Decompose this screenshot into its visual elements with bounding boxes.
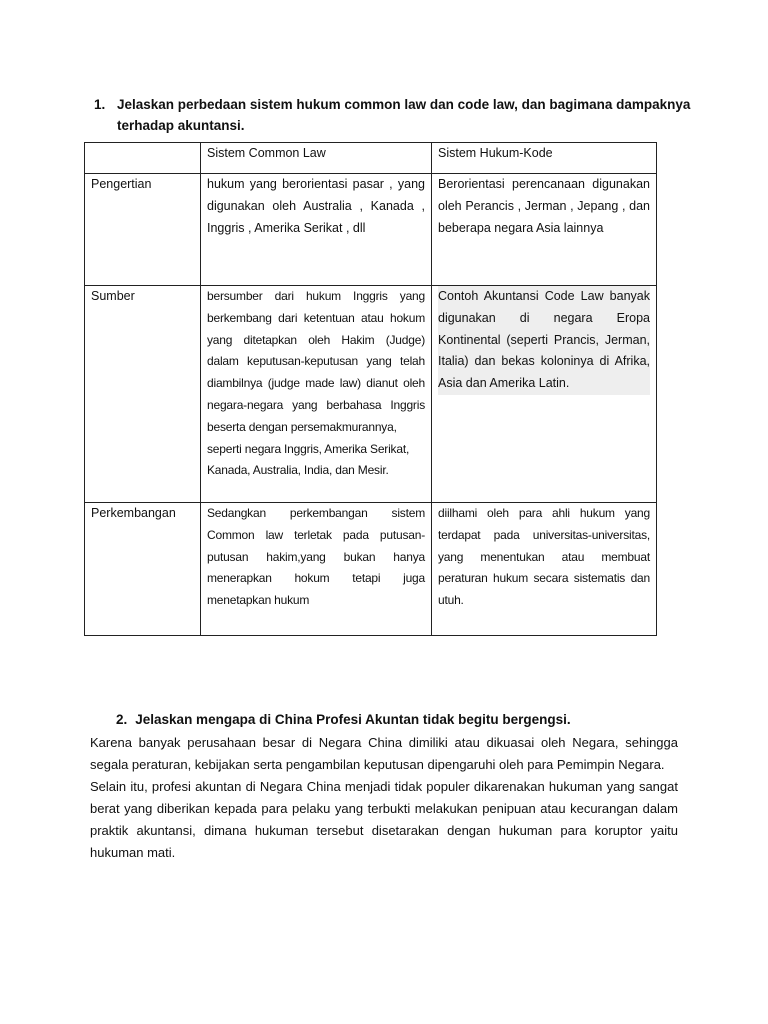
answer-2-paragraph-1: Karena banyak perusahaan besar di Negara China dimiliki atau dikuasai oleh Negara, sehingga segala peraturan, kebijakan serta pengambilan keputusan dipengaruhi oleh para Pemimpin Negara.	[90, 735, 678, 772]
question-1-number: 1.	[94, 97, 106, 112]
question-2-number: 2.	[116, 712, 128, 727]
question-2	[116, 710, 571, 730]
answer-2	[90, 732, 678, 864]
header-cell-common-law: Sistem Common Law	[201, 143, 432, 174]
comparison-table	[84, 142, 657, 636]
sumber-common-law: bersumber dari hukum Inggris yang berkembang dari ketentuan atau hokum yang ditetapkan oleh Hakim (Judge) dalam keputusan-keputusan yang telah diambilnya (judge made law) dianut oleh negara-negara yang berbahasa Inggris beserta dengan persemakmurannya,	[207, 289, 425, 434]
table-row	[85, 286, 657, 503]
perkembangan-common-law: Sedangkan perkembangan sistem Common law terletak pada putusan-putusan hakim,yang bukan hanya menerapkan hokum tetapi juga menetapkan hukum	[201, 503, 432, 636]
sumber-common-law-examples: seperti negara Inggris, Amerika Serikat, Kanada, Australia, India, dan Mesir.	[207, 441, 410, 478]
sumber-code-law: Contoh Akuntansi Code Law banyak digunakan di negara Eropa Kontinental (seperti Prancis, Jerman, Italia) dan bekas koloninya di Afrika, Asia dan Amerika Latin.	[438, 286, 650, 395]
row-label-pengertian: Pengertian	[85, 174, 201, 286]
header-cell-code-law: Sistem Hukum-Kode	[432, 143, 657, 174]
row-label-perkembangan: Perkembangan	[85, 503, 201, 636]
table-header-row	[85, 143, 657, 174]
perkembangan-code-law: diilhami oleh para ahli hukum yang terdapat pada universitas-universitas, yang menentukan atau membuat peraturan hukum secara sistematis dan utuh.	[432, 503, 657, 636]
pengertian-common-law: hukum yang berorientasi pasar , yang digunakan oleh Australia , Kanada , Inggris , Amerika Serikat , dll	[201, 174, 432, 286]
table-row	[85, 503, 657, 636]
sumber-common-law-cell	[201, 286, 432, 503]
question-1	[94, 94, 694, 136]
table-row	[85, 174, 657, 286]
header-cell-empty	[85, 143, 201, 174]
sumber-code-law-cell	[432, 286, 657, 503]
row-label-sumber: Sumber	[85, 286, 201, 503]
question-1-text: Jelaskan perbedaan sistem hukum common law dan code law, dan bagimana dampaknya terhadap akuntansi.	[117, 97, 691, 133]
answer-2-paragraph-2: Selain itu, profesi akuntan di Negara China menjadi tidak populer dikarenakan hukuman yang sangat berat yang diberikan kepada para pelaku yang terbukti melakukan penipuan atau kecurangan dalam praktik akuntansi, dimana hukuman tersebut disetarakan dengan hukuman para koruptor yaitu hukuman mati.	[90, 779, 678, 860]
pengertian-code-law: Berorientasi perencanaan digunakan oleh Perancis , Jerman , Jepang , dan beberapa negara Asia lainnya	[432, 174, 657, 286]
question-2-text: Jelaskan mengapa di China Profesi Akuntan tidak begitu bergengsi.	[135, 712, 571, 727]
